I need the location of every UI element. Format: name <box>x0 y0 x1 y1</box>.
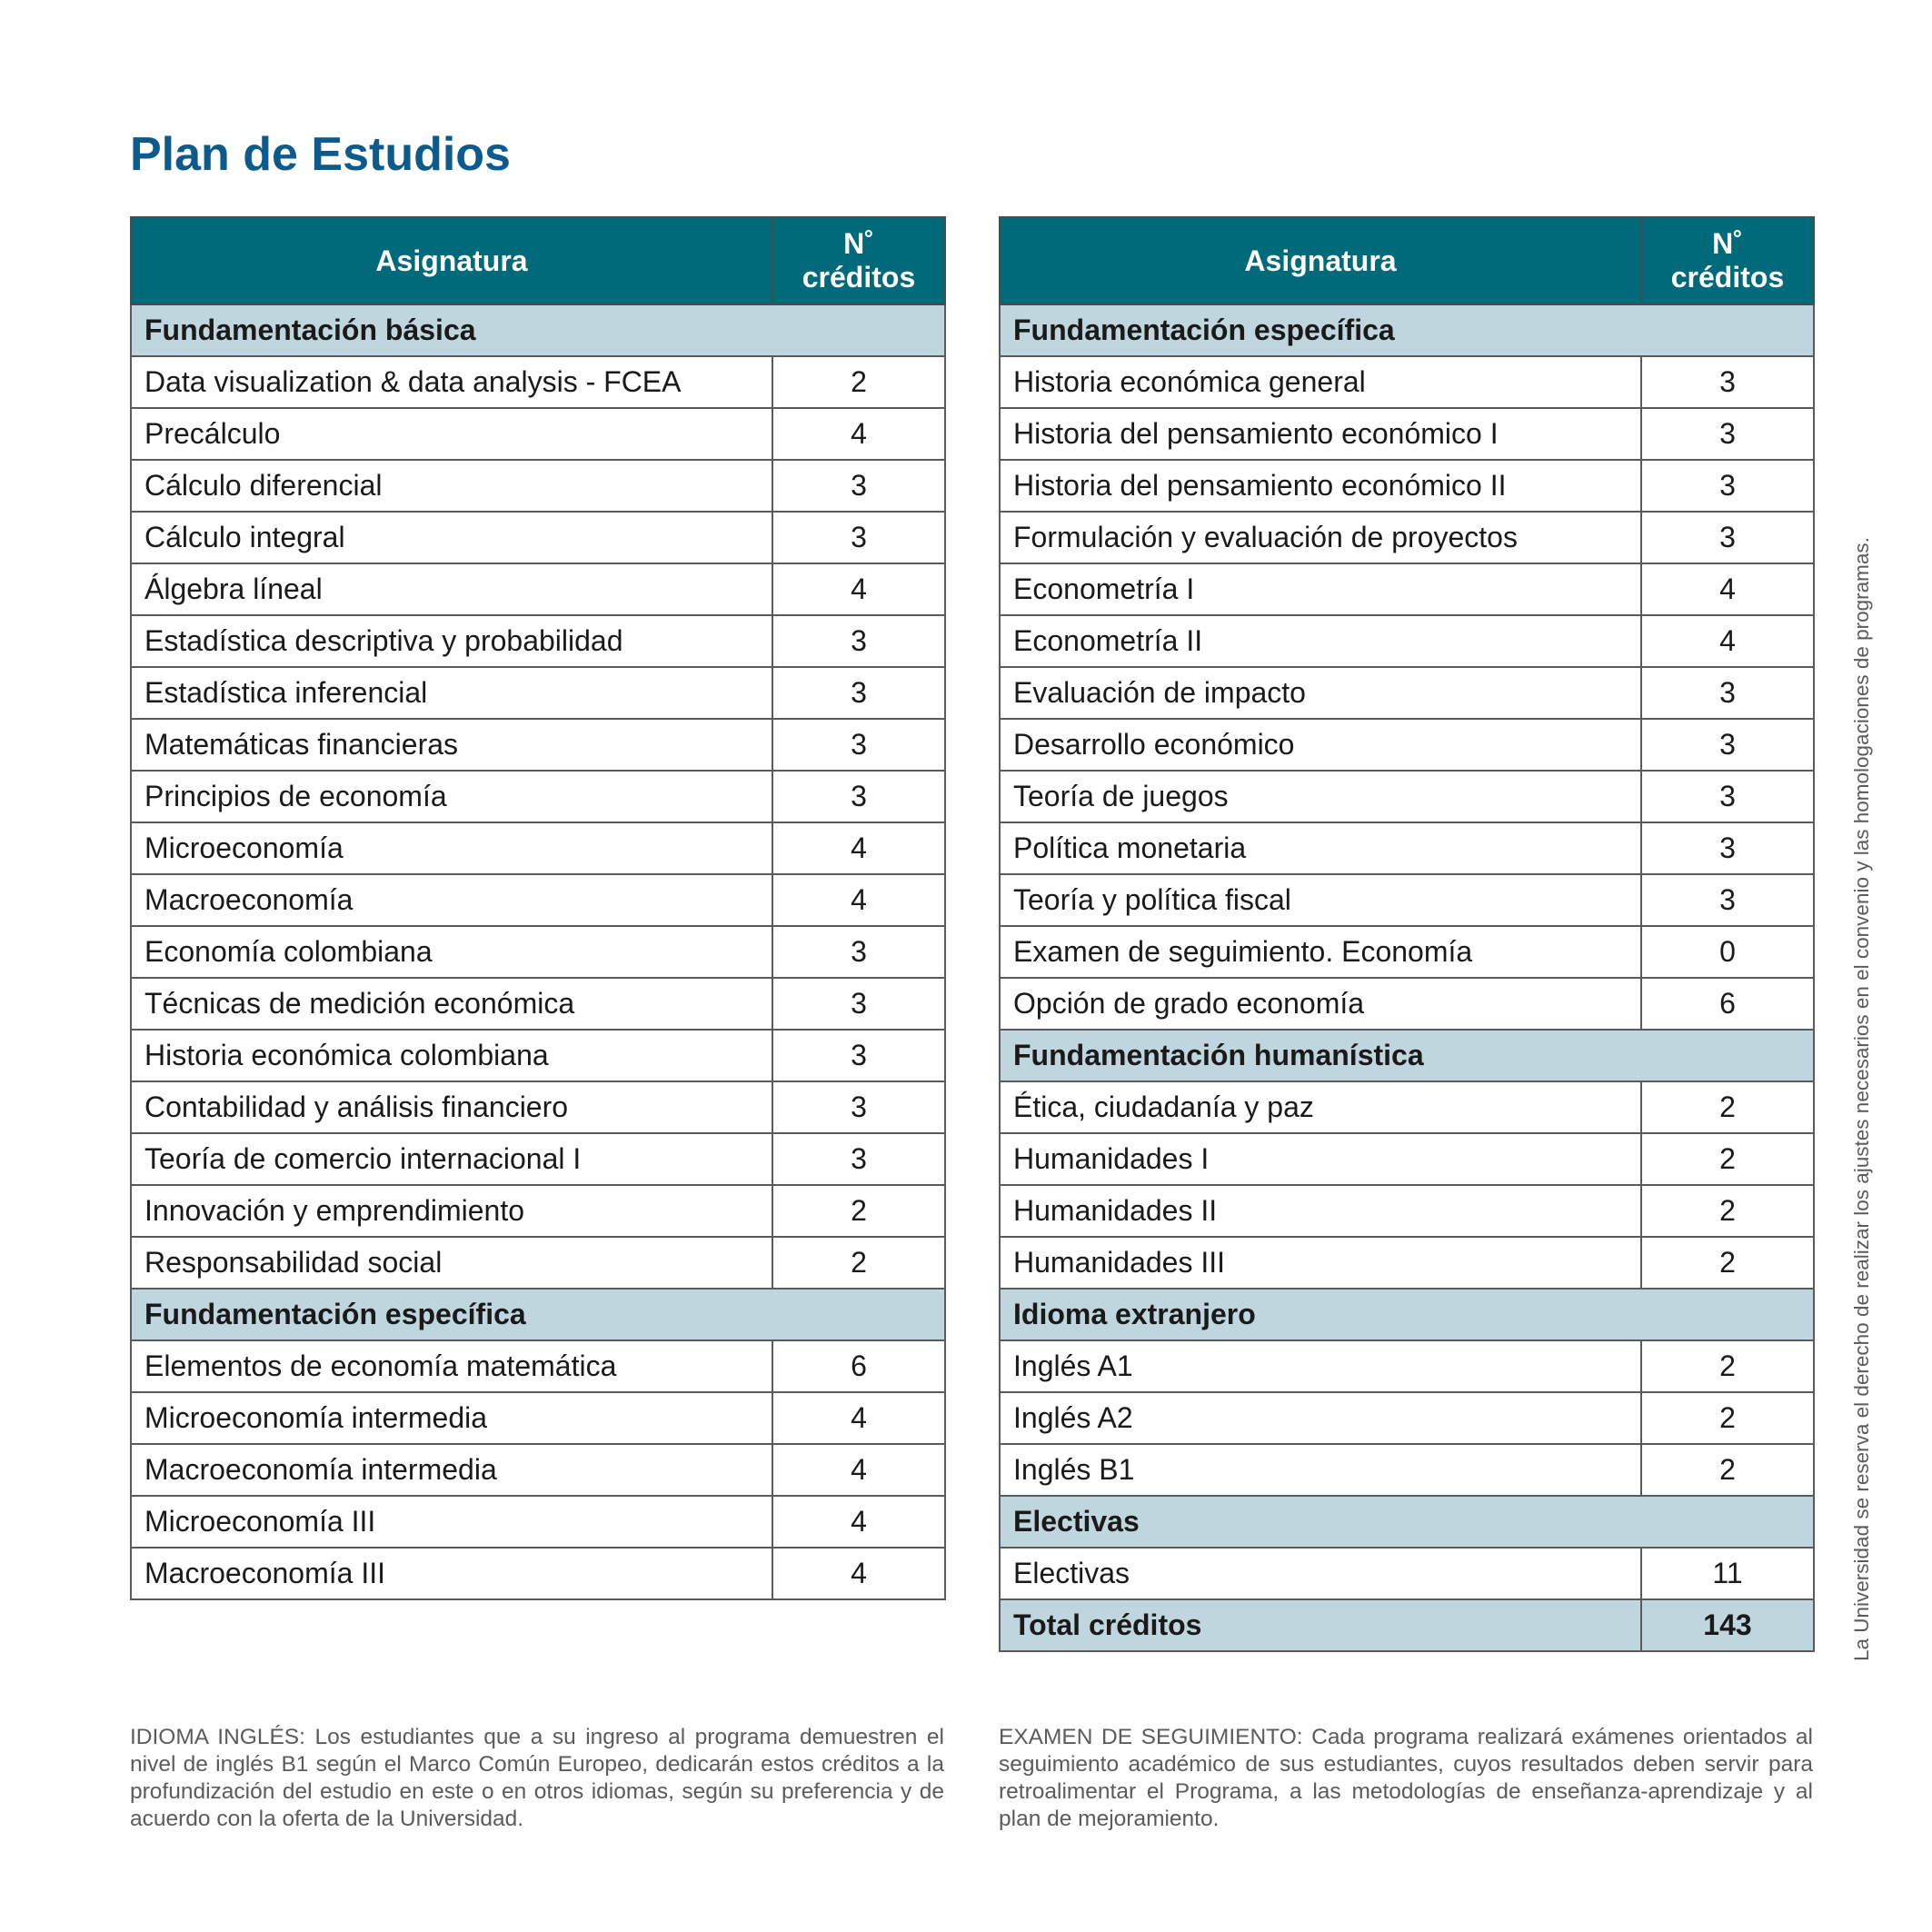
subject-cell: Humanidades III <box>1000 1237 1641 1289</box>
table-row <box>1000 1392 1814 1444</box>
section-title: Fundamentación específica <box>1000 304 1814 356</box>
table-row <box>131 408 945 460</box>
credits-cell: 2 <box>1641 1392 1814 1444</box>
section-header-row <box>1000 1496 1814 1548</box>
subject-cell: Responsabilidad social <box>131 1237 772 1289</box>
credits-cell: 3 <box>772 460 945 512</box>
table-row <box>1000 1340 1814 1392</box>
subject-cell: Política monetaria <box>1000 822 1641 874</box>
total-credits-row <box>1000 1599 1814 1651</box>
table-row <box>1000 615 1814 667</box>
subject-cell: Contabilidad y análisis financiero <box>131 1081 772 1133</box>
credits-cell: 2 <box>1641 1237 1814 1289</box>
section-header-row <box>131 304 945 356</box>
subject-cell: Opción de grado economía <box>1000 978 1641 1030</box>
credits-cell: 4 <box>772 408 945 460</box>
credits-cell: 4 <box>772 874 945 926</box>
table-row <box>131 1444 945 1496</box>
credits-cell: 2 <box>772 1237 945 1289</box>
credits-cell: 2 <box>1641 1185 1814 1237</box>
table-row <box>1000 563 1814 615</box>
section-title: Fundamentación básica <box>131 304 945 356</box>
table-row <box>1000 408 1814 460</box>
section-header-row <box>1000 304 1814 356</box>
curriculum-table-left <box>130 216 946 1600</box>
subject-cell: Técnicas de medición económica <box>131 978 772 1030</box>
table-row <box>131 667 945 719</box>
credits-column-header <box>1641 217 1814 304</box>
credits-cell: 3 <box>1641 356 1814 408</box>
table-row <box>131 1185 945 1237</box>
credits-cell: 2 <box>1641 1340 1814 1392</box>
table-row <box>131 563 945 615</box>
subject-column-header: Asignatura <box>131 217 772 304</box>
table-row <box>1000 978 1814 1030</box>
table-row <box>1000 1133 1814 1185</box>
table-row <box>1000 719 1814 771</box>
table-row <box>131 1496 945 1548</box>
subject-cell: Estadística descriptiva y probabilidad <box>131 615 772 667</box>
english-language-note: IDIOMA INGLÉS: Los estudiantes que a su ingreso al programa demuestren el nivel de inglés B1 según el Marco Común Europeo, dedicarán estos créditos a la profundización del estudio en este o en otros idiomas, según su preferencia y de acuerdo con la oferta de la Universidad. <box>130 1725 944 1831</box>
credits-cell: 2 <box>772 1185 945 1237</box>
subject-cell: Microeconomía III <box>131 1496 772 1548</box>
credits-header-line1: N˚ <box>1712 227 1743 261</box>
subject-cell: Estadística inferencial <box>131 667 772 719</box>
total-credits-value: 143 <box>1641 1599 1814 1651</box>
table-row <box>131 926 945 978</box>
subject-cell: Inglés A2 <box>1000 1392 1641 1444</box>
table-row <box>131 1548 945 1599</box>
credits-cell: 4 <box>772 563 945 615</box>
side-disclaimer: La Universidad se reserva el derecho de realizar los ajustes necesarios en el convenio y las homologaciones de programas. <box>1850 537 1873 1661</box>
curriculum-table-right-body <box>1000 304 1814 1599</box>
table-row <box>131 822 945 874</box>
table-row <box>131 356 945 408</box>
subject-cell: Álgebra líneal <box>131 563 772 615</box>
credits-cell: 2 <box>1641 1133 1814 1185</box>
table-row <box>1000 667 1814 719</box>
table-row <box>1000 1185 1814 1237</box>
subject-cell: Precálculo <box>131 408 772 460</box>
subject-cell: Econometría I <box>1000 563 1641 615</box>
credits-cell: 3 <box>1641 822 1814 874</box>
table-row <box>131 1081 945 1133</box>
subject-cell: Formulación y evaluación de proyectos <box>1000 512 1641 563</box>
subject-cell: Desarrollo económico <box>1000 719 1641 771</box>
section-title: Fundamentación humanística <box>1000 1030 1814 1081</box>
subject-cell: Principios de economía <box>131 771 772 822</box>
section-header-row <box>1000 1289 1814 1340</box>
curriculum-table-left-body <box>131 304 945 1599</box>
table-row <box>131 1030 945 1081</box>
credits-cell: 3 <box>1641 667 1814 719</box>
subject-cell: Historia del pensamiento económico I <box>1000 408 1641 460</box>
table-row <box>1000 1444 1814 1496</box>
follow-up-exam-note: EXAMEN DE SEGUIMIENTO: Cada programa realizará exámenes orientados al seguimiento académico de sus estudiantes, cuyos resultados deben servir para retroalimentar el Programa, a las metodologías de enseñanza-aprendizaje y al plan de mejoramiento. <box>999 1725 1813 1831</box>
section-title: Idioma extranjero <box>1000 1289 1814 1340</box>
section-title: Fundamentación específica <box>131 1289 945 1340</box>
table-row <box>131 1340 945 1392</box>
subject-cell: Teoría de juegos <box>1000 771 1641 822</box>
table-row <box>1000 512 1814 563</box>
subject-cell: Teoría y política fiscal <box>1000 874 1641 926</box>
subject-cell: Humanidades II <box>1000 1185 1641 1237</box>
table-row <box>1000 1237 1814 1289</box>
table-row <box>131 615 945 667</box>
subject-cell: Examen de seguimiento. Economía <box>1000 926 1641 978</box>
table-row <box>1000 926 1814 978</box>
subject-cell: Data visualization & data analysis - FCEA <box>131 356 772 408</box>
subject-cell: Macroeconomía intermedia <box>131 1444 772 1496</box>
table-row <box>131 1133 945 1185</box>
credits-cell: 3 <box>772 667 945 719</box>
section-title: Electivas <box>1000 1496 1814 1548</box>
credits-cell: 3 <box>1641 408 1814 460</box>
table-header-row <box>131 217 945 304</box>
table-row <box>131 978 945 1030</box>
table-row <box>131 719 945 771</box>
credits-cell: 3 <box>1641 512 1814 563</box>
subject-cell: Cálculo integral <box>131 512 772 563</box>
subject-cell: Humanidades I <box>1000 1133 1641 1185</box>
credits-cell: 3 <box>772 1030 945 1081</box>
table-row <box>1000 356 1814 408</box>
credits-column-header <box>772 217 945 304</box>
credits-cell: 4 <box>772 1496 945 1548</box>
credits-cell: 3 <box>772 926 945 978</box>
total-credits-label: Total créditos <box>1000 1599 1641 1651</box>
subject-cell: Matemáticas financieras <box>131 719 772 771</box>
subject-cell: Macroeconomía III <box>131 1548 772 1599</box>
subject-cell: Historia del pensamiento económico II <box>1000 460 1641 512</box>
subject-cell: Electivas <box>1000 1548 1641 1599</box>
credits-cell: 3 <box>772 1133 945 1185</box>
credits-cell: 3 <box>1641 719 1814 771</box>
subject-cell: Inglés B1 <box>1000 1444 1641 1496</box>
subject-cell: Ética, ciudadanía y paz <box>1000 1081 1641 1133</box>
subject-cell: Innovación y emprendimiento <box>131 1185 772 1237</box>
credits-cell: 4 <box>772 1444 945 1496</box>
subject-cell: Evaluación de impacto <box>1000 667 1641 719</box>
credits-cell: 4 <box>772 1392 945 1444</box>
table-row <box>131 460 945 512</box>
subject-cell: Econometría II <box>1000 615 1641 667</box>
credits-cell: 3 <box>772 1081 945 1133</box>
subject-cell: Cálculo diferencial <box>131 460 772 512</box>
credits-header-line1: N˚ <box>843 227 874 261</box>
section-header-row <box>131 1289 945 1340</box>
credits-cell: 6 <box>1641 978 1814 1030</box>
table-row <box>1000 1081 1814 1133</box>
credits-cell: 3 <box>1641 460 1814 512</box>
credits-cell: 3 <box>772 512 945 563</box>
credits-cell: 3 <box>772 771 945 822</box>
credits-cell: 2 <box>1641 1081 1814 1133</box>
credits-cell: 4 <box>1641 563 1814 615</box>
credits-cell: 3 <box>1641 874 1814 926</box>
credits-cell: 3 <box>772 719 945 771</box>
credits-cell: 4 <box>772 1548 945 1599</box>
credits-header-line2: créditos <box>802 261 916 294</box>
table-row <box>1000 1548 1814 1599</box>
table-row <box>131 1237 945 1289</box>
subject-cell: Microeconomía intermedia <box>131 1392 772 1444</box>
subject-cell: Inglés A1 <box>1000 1340 1641 1392</box>
subject-cell: Teoría de comercio internacional I <box>131 1133 772 1185</box>
credits-cell: 3 <box>772 978 945 1030</box>
subject-cell: Historia económica general <box>1000 356 1641 408</box>
table-row <box>1000 771 1814 822</box>
credits-cell: 4 <box>772 822 945 874</box>
subject-cell: Economía colombiana <box>131 926 772 978</box>
page-title: Plan de Estudios <box>130 128 511 181</box>
table-row <box>1000 460 1814 512</box>
credits-cell: 2 <box>1641 1444 1814 1496</box>
credits-cell: 2 <box>772 356 945 408</box>
table-row <box>131 512 945 563</box>
table-row <box>1000 874 1814 926</box>
curriculum-table-right <box>999 216 1815 1652</box>
credits-cell: 11 <box>1641 1548 1814 1599</box>
table-row <box>131 771 945 822</box>
table-row <box>131 874 945 926</box>
credits-cell: 3 <box>772 615 945 667</box>
table-row <box>1000 822 1814 874</box>
credits-cell: 6 <box>772 1340 945 1392</box>
credits-cell: 3 <box>1641 771 1814 822</box>
credits-cell: 0 <box>1641 926 1814 978</box>
table-row <box>131 1392 945 1444</box>
section-header-row <box>1000 1030 1814 1081</box>
subject-cell: Microeconomía <box>131 822 772 874</box>
table-header-row <box>1000 217 1814 304</box>
subject-cell: Macroeconomía <box>131 874 772 926</box>
subject-cell: Historia económica colombiana <box>131 1030 772 1081</box>
credits-cell: 4 <box>1641 615 1814 667</box>
subject-cell: Elementos de economía matemática <box>131 1340 772 1392</box>
subject-column-header: Asignatura <box>1000 217 1641 304</box>
credits-header-line2: créditos <box>1670 261 1785 294</box>
